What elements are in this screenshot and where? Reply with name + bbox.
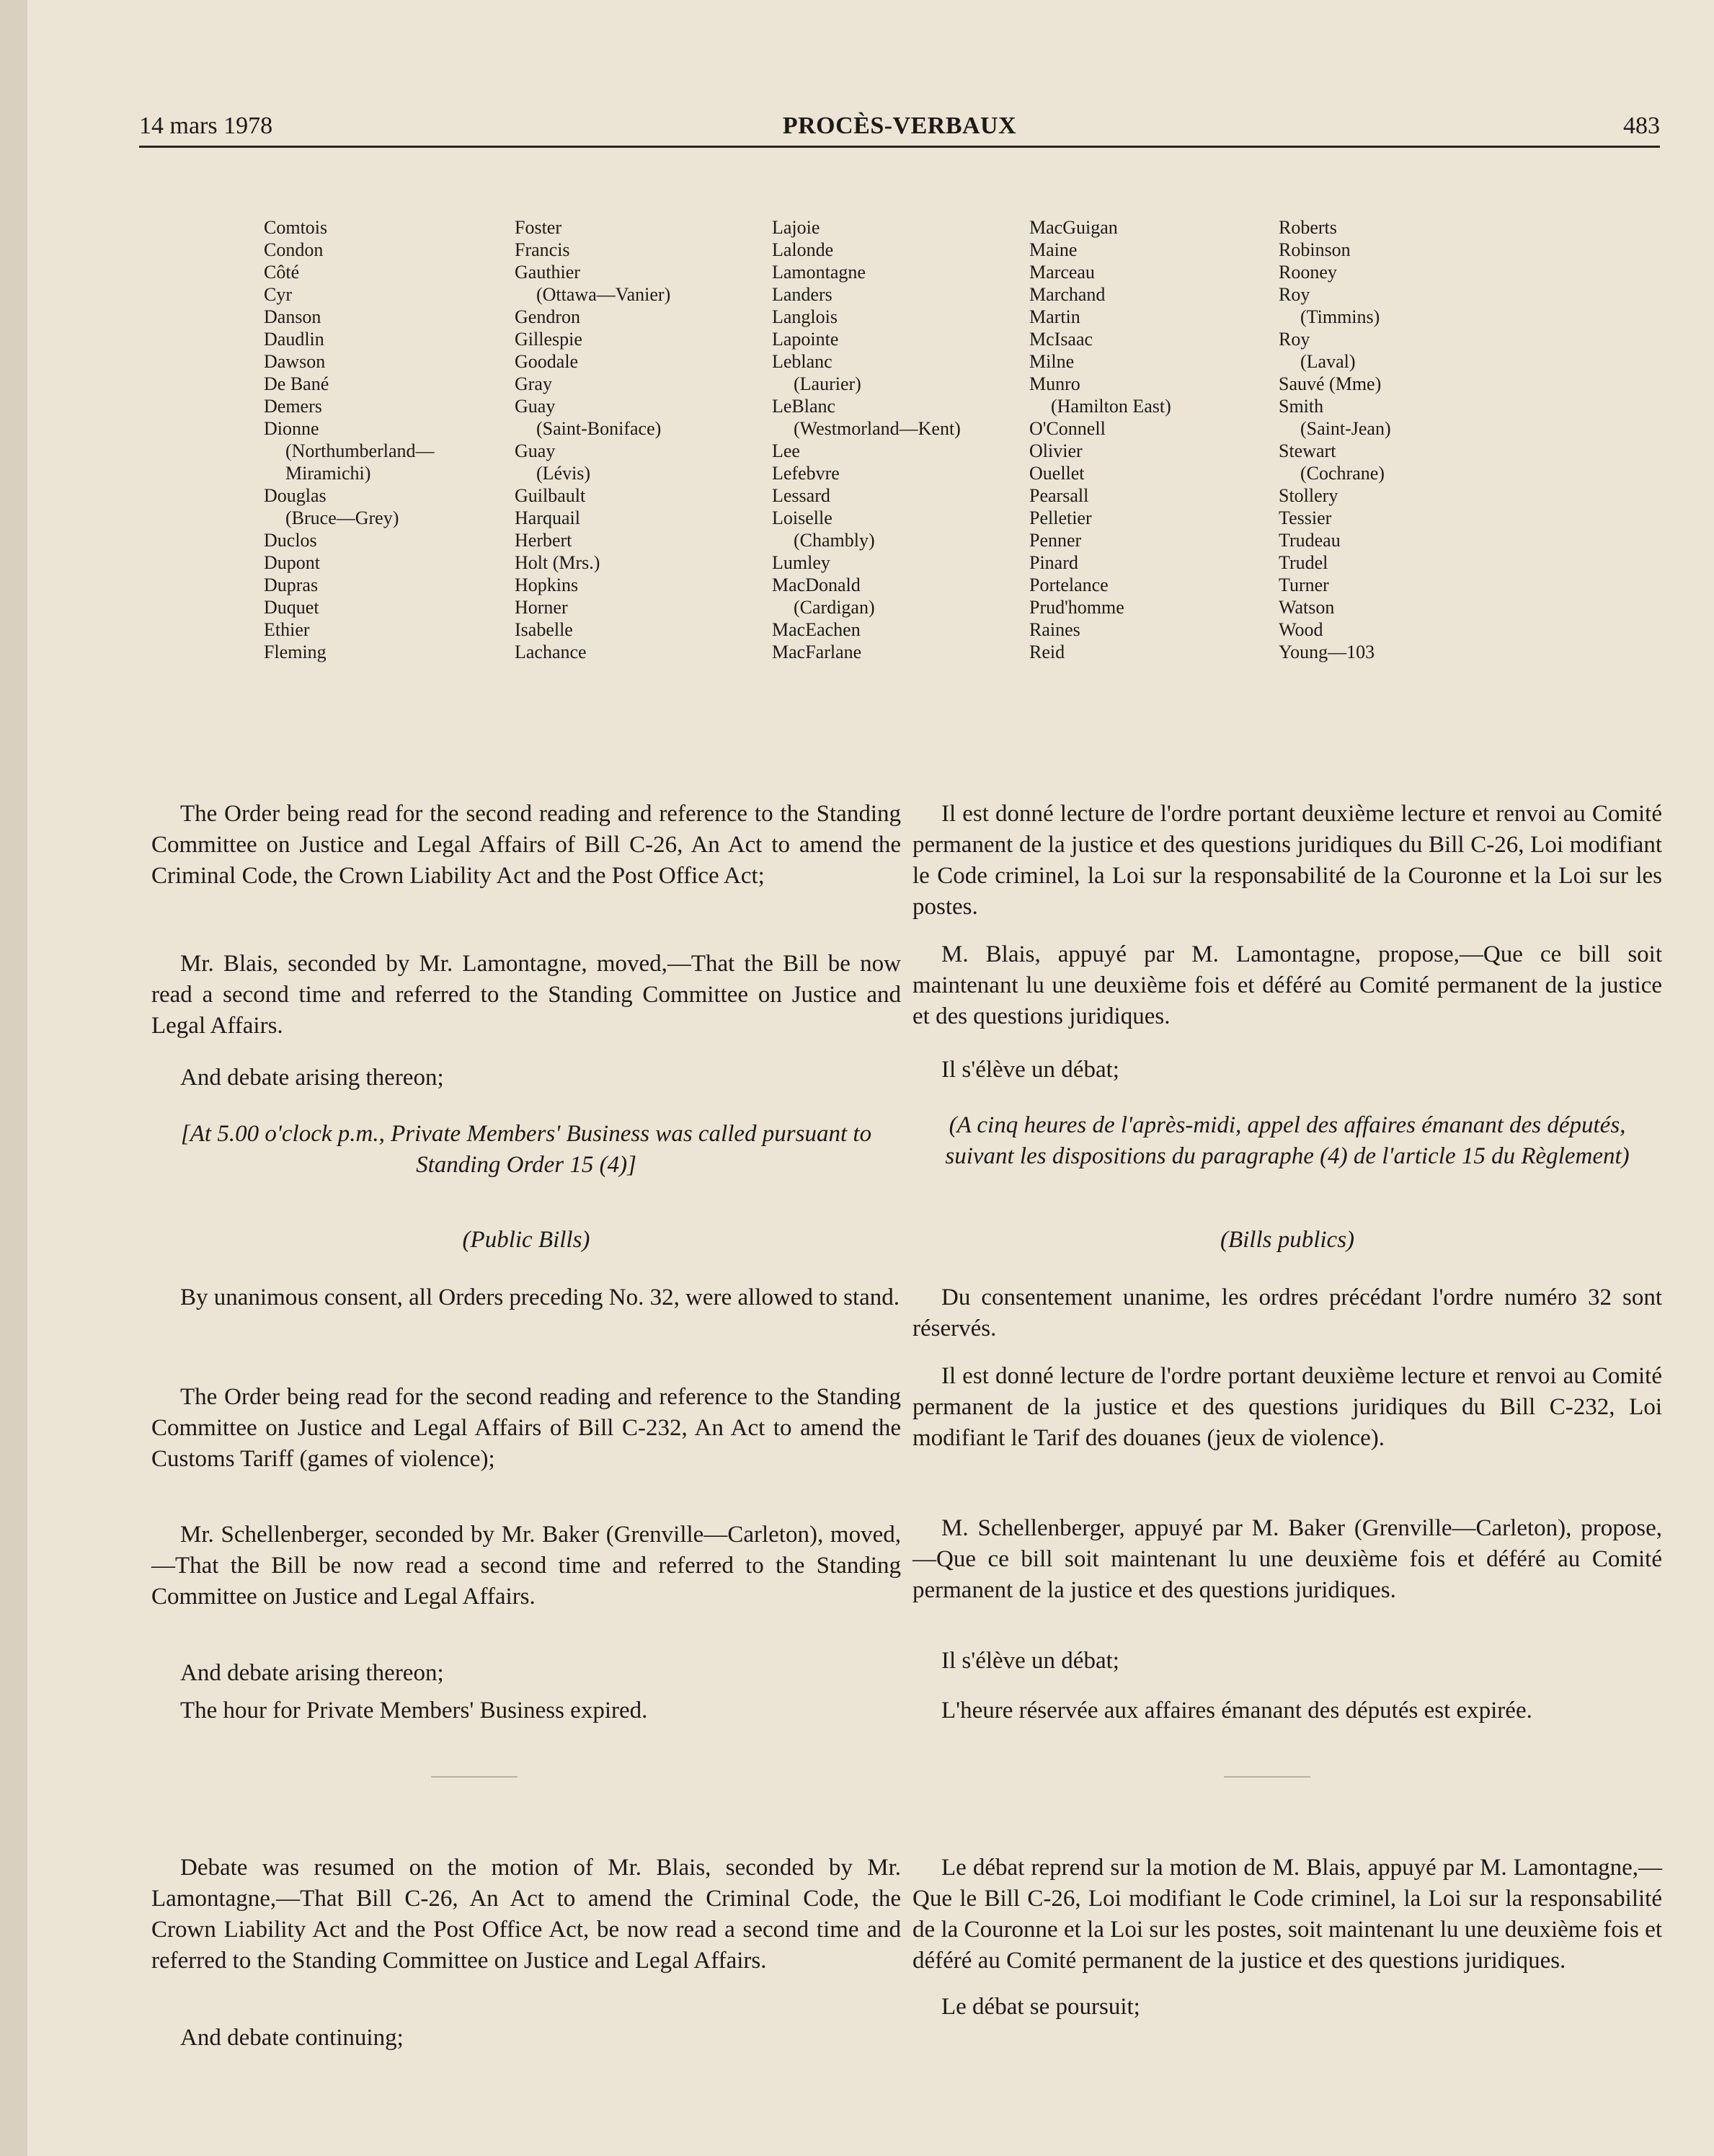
fr-order-bill-c26: Il est donné lecture de l'ordre portant deuxième lecture et renvoi au Comité permanent de la justice et des questions juridiques du Bill C-26, Loi modifiant le Code criminel, la Loi sur la responsabilité de la Couronne et la Loi sur les postes. (912, 801, 1662, 920)
member-name: Trudel (1279, 552, 1328, 573)
member-name: Miramichi) (285, 463, 371, 484)
member-name: Marceau (1029, 262, 1095, 283)
member-name: Prud'homme (1029, 597, 1124, 618)
member-name: (Bruce—Grey) (285, 507, 399, 528)
member-name: Pearsall (1029, 485, 1089, 506)
member-name: Loiselle (772, 507, 832, 528)
member-name: O'Connell (1029, 418, 1106, 439)
member-name: Gauthier (515, 262, 580, 283)
member-name: LeBlanc (772, 396, 836, 417)
member-name: Hopkins (515, 575, 579, 595)
member-name: Ouellet (1029, 463, 1085, 484)
member-name: Roy (1279, 284, 1310, 305)
member-name: Roy (1279, 329, 1310, 350)
member-name: Demers (264, 396, 322, 417)
member-name: Penner (1029, 530, 1082, 551)
member-name: Goodale (515, 351, 579, 372)
member-name: Stollery (1279, 485, 1338, 506)
member-name: Roberts (1279, 217, 1337, 238)
member-name: Duclos (264, 530, 317, 551)
vote-names-list (27, 216, 1714, 678)
member-name: Pelletier (1029, 507, 1092, 528)
member-name: Smith (1279, 396, 1324, 417)
en-debate-continuing: And debate continuing; (180, 2025, 404, 2051)
en-public-bills-heading: (Public Bills) (462, 1227, 590, 1253)
names-column-1 (264, 216, 435, 663)
member-name: Dupont (264, 552, 320, 573)
fr-debate-continuing: Le débat se poursuit; (941, 1994, 1140, 2020)
member-name: Marchand (1029, 284, 1106, 305)
member-name: Tessier (1279, 507, 1332, 528)
member-name: Munro (1029, 373, 1080, 394)
member-name: Gendron (515, 306, 580, 327)
member-name: Cyr (264, 284, 292, 305)
member-name: (Saint-Boniface) (536, 418, 662, 439)
member-name: (Cardigan) (794, 597, 875, 618)
en-debate-resumed: Debate was resumed on the motion of Mr. Blais, seconded by Mr. Lamontagne,—That Bill C-26, An Act to amend the Criminal Code, the Crown Liability Act and the Post Office Act, be now read a second time and referred to the Standing Committee on Justice and Legal Affairs. (151, 1855, 901, 1974)
member-name: (Timmins) (1300, 306, 1380, 327)
member-name: (Northumberland— (285, 440, 435, 461)
member-name: (Laurier) (794, 373, 861, 394)
en-motion-blais: Mr. Blais, seconded by Mr. Lamontagne, moved,—That the Bill be now read a second time and referred to the Standing Committee on Justice and Legal Affairs. (151, 951, 901, 1039)
member-name: Wood (1279, 619, 1323, 640)
member-name: (Chambly) (794, 530, 875, 551)
member-name: Robinson (1279, 239, 1351, 260)
member-name: Lee (772, 440, 800, 461)
page-header (139, 108, 1660, 148)
member-name: Watson (1279, 597, 1335, 618)
member-name: Martin (1029, 306, 1080, 327)
en-unanimous-consent: By unanimous consent, all Orders preceding No. 32, were allowed to stand. (180, 1285, 900, 1310)
names-column-5 (1279, 216, 1391, 663)
names-column-2 (515, 216, 670, 663)
member-name: Ethier (264, 619, 310, 640)
member-name: Sauvé (Mme) (1279, 373, 1382, 394)
section-divider-right (1224, 1776, 1310, 1778)
member-name: Lalonde (772, 239, 834, 260)
member-name: Rooney (1279, 262, 1337, 283)
member-name: Comtois (264, 217, 328, 238)
member-name: Stewart (1279, 440, 1336, 461)
en-motion-schellenberger: Mr. Schellenberger, seconded by Mr. Baker (Grenville—Carleton), moved,—That the Bill be now read a second time and referred to the Standing Committee on Justice and Legal Affairs. (151, 1522, 901, 1610)
en-order-bill-c26: The Order being read for the second reading and reference to the Standing Committee on Justice and Legal Affairs of Bill C-26, An Act to amend the Criminal Code, the Crown Liability Act and the Post Office Act; (151, 801, 901, 889)
member-name: Maine (1029, 239, 1078, 260)
member-name: Holt (Mrs.) (515, 552, 600, 573)
en-debate-arising-2: And debate arising thereon; (180, 1660, 444, 1686)
member-name: (Laval) (1300, 351, 1356, 372)
fr-motion-blais: M. Blais, appuyé par M. Lamontagne, propose,—Que ce bill soit maintenant lu une deuxième fois et déféré au Comité permanent de la justice et des questions juridiques. (912, 941, 1662, 1029)
en-hour-expired: The hour for Private Members' Business expired. (180, 1698, 648, 1724)
member-name: Lajoie (772, 217, 820, 238)
member-name: Côté (264, 262, 300, 283)
member-name: Horner (515, 597, 568, 618)
member-name: Guilbault (515, 485, 586, 506)
member-name: (Saint-Jean) (1300, 418, 1391, 439)
member-name: MacGuigan (1029, 217, 1118, 238)
fr-debate-arising-2: Il s'élève un débat; (941, 1648, 1119, 1674)
member-name: Milne (1029, 351, 1075, 372)
fr-order-bill-c232: Il est donné lecture de l'ordre portant deuxième lecture et renvoi au Comité permanent de la justice et des questions juridiques du Bill C-232, Loi modifiant le Tarif des douanes (jeux de violence). (912, 1363, 1662, 1451)
member-name: Duquet (264, 597, 319, 618)
member-name: Dawson (264, 351, 326, 372)
member-name: Harquail (515, 507, 580, 528)
member-name: (Ottawa—Vanier) (536, 284, 671, 305)
page (27, 0, 1714, 2156)
member-name: Pinard (1029, 552, 1078, 573)
header-date: 14 mars 1978 (139, 112, 273, 139)
member-name: Lapointe (772, 329, 839, 350)
member-name: Trudeau (1279, 530, 1341, 551)
member-name: Condon (264, 239, 324, 260)
member-name: Raines (1029, 619, 1080, 640)
en-debate-arising-1: And debate arising thereon; (180, 1065, 444, 1091)
member-name: MacFarlane (772, 642, 862, 662)
member-name: Langlois (772, 306, 838, 327)
page-number: 483 (1623, 112, 1660, 139)
member-name: Gillespie (515, 329, 582, 350)
fr-hour-expired: L'heure réservée aux affaires émanant des députés est expirée. (941, 1698, 1532, 1724)
header-title: PROCÈS-VERBAUX (782, 112, 1017, 139)
fr-debate-arising-1: Il s'élève un débat; (941, 1057, 1119, 1083)
member-name: Leblanc (772, 351, 832, 372)
member-name: Lachance (515, 642, 587, 662)
member-name: Dupras (264, 575, 319, 595)
member-name: Lefebvre (772, 463, 840, 484)
fr-unanimous-consent: Du consentement unanime, les ordres précédant l'ordre numéro 32 sont réservés. (912, 1285, 1662, 1341)
member-name: Guay (515, 396, 556, 417)
member-name: Lessard (772, 485, 830, 506)
member-name: Young—103 (1279, 642, 1375, 662)
member-name: De Bané (264, 373, 329, 394)
names-column-3 (772, 216, 961, 663)
fr-debate-resumed: Le débat reprend sur la motion de M. Blais, appuyé par M. Lamontagne,—Que le Bill C-26, Loi modifiant le Code criminel, la Loi sur la responsabilité de la Couronne et la Loi sur les postes, soit maintenant lu une deuxième fois et déféré au Comité permanent de la justice et des questions juridiques. (912, 1855, 1662, 1974)
member-name: Francis (515, 239, 570, 260)
member-name: (Hamilton East) (1051, 396, 1171, 417)
member-name: (Cochrane) (1300, 463, 1385, 484)
fr-private-members-note: (A cinq heures de l'après-midi, appel des affaires émanant des députés, suivant les dispositions du paragraphe (4) de l'article 15 du Règlement) (945, 1112, 1630, 1169)
member-name: (Lévis) (536, 463, 591, 484)
member-name: Douglas (264, 485, 327, 506)
fr-motion-schellenberger: M. Schellenberger, appuyé par M. Baker (Grenville—Carleton), propose,—Que ce bill soit maintenant lu une deuxième fois et déféré au Comité permanent de la justice et des questions juridiques. (912, 1515, 1662, 1603)
names-column-4 (1029, 216, 1171, 663)
section-divider-left (431, 1776, 518, 1778)
en-order-bill-c232: The Order being read for the second reading and reference to the Standing Committee on Justice and Legal Affairs of Bill C-232, An Act to amend the Customs Tariff (games of violence); (151, 1384, 901, 1472)
member-name: Turner (1279, 575, 1329, 595)
member-name: Lumley (772, 552, 830, 573)
member-name: (Westmorland—Kent) (794, 418, 961, 439)
member-name: Dionne (264, 418, 319, 439)
member-name: Danson (264, 306, 321, 327)
member-name: MacDonald (772, 575, 861, 595)
member-name: Gray (515, 373, 552, 394)
member-name: MacEachen (772, 619, 861, 640)
member-name: Reid (1029, 642, 1065, 662)
member-name: Foster (515, 217, 561, 238)
member-name: Isabelle (515, 619, 573, 640)
member-name: Fleming (264, 642, 327, 662)
member-name: McIsaac (1029, 329, 1093, 350)
member-name: Daudlin (264, 329, 324, 350)
member-name: Landers (772, 284, 832, 305)
member-name: Olivier (1029, 440, 1083, 461)
en-private-members-note: [At 5.00 o'clock p.m., Private Members' Business was called pursuant to Standing Order 15 (4)] (180, 1121, 872, 1178)
fr-public-bills-heading: (Bills publics) (1220, 1227, 1355, 1253)
member-name: Portelance (1029, 575, 1109, 595)
member-name: Herbert (515, 530, 572, 551)
member-name: Guay (515, 440, 556, 461)
member-name: Lamontagne (772, 262, 866, 283)
